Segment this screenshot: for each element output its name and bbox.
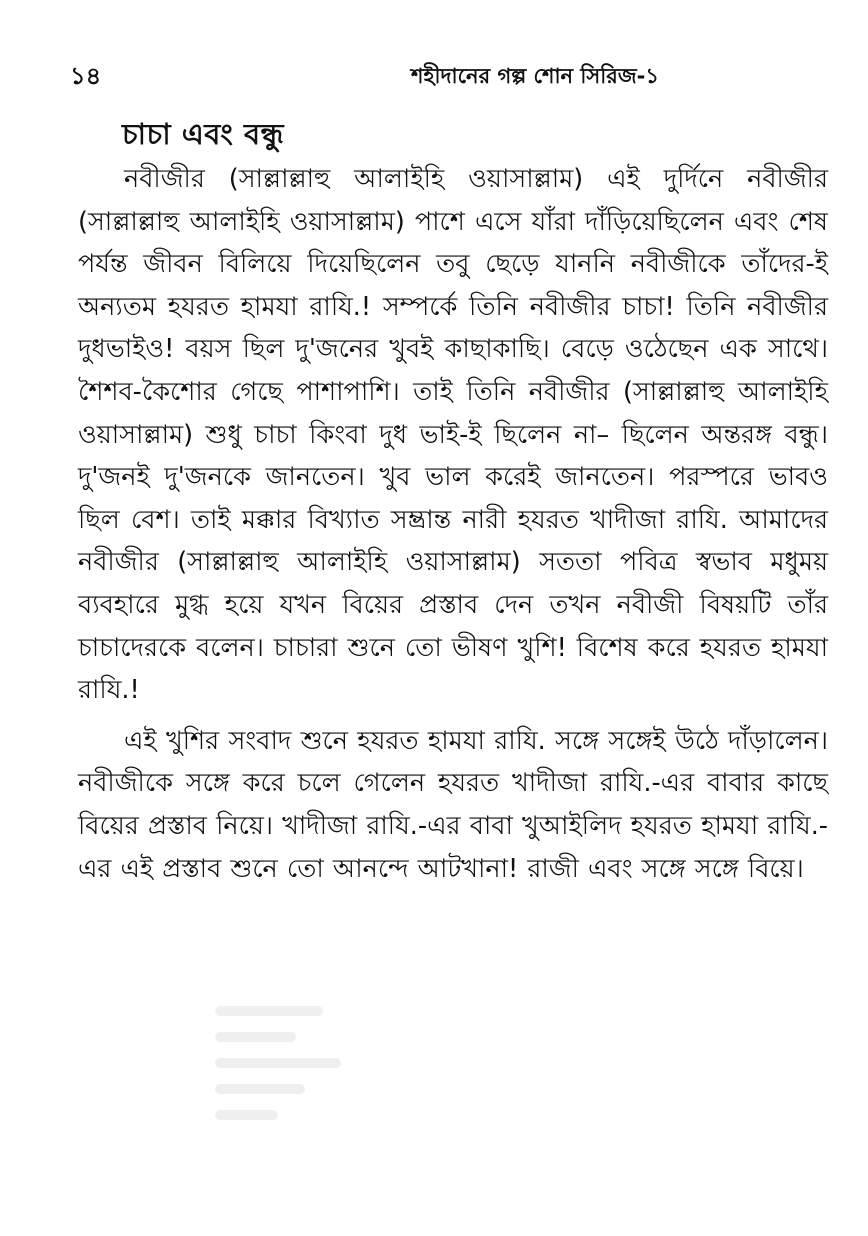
running-header <box>70 58 830 92</box>
paragraph-2: এই খুশির সংবাদ শুনে হযরত হামযা রাযি. সঙ্গে সঙ্গেই উঠে দাঁড়ালেন। নবীজীকে সঙ্গে করে চলে গেলেন হযরত খাদীজা রাযি.-এর বাবার কাছে বিয়ের প্রস্তাব নিয়ে। খাদীজা রাযি.-এর বাবা খুআইলিদ হযরত হামযা রাযি.-এর এই প্রস্তাব শুনে তো আনন্দে আটখানা! রাজী এবং সঙ্গে সঙ্গে বিয়ে। <box>78 725 828 884</box>
page-number: ১৪ <box>70 62 102 90</box>
series-title: শহীদানের গল্প শোন সিরিজ-১ <box>411 64 659 88</box>
show-through-marks <box>215 990 395 1180</box>
paragraph-1: নবীজীর (সাল্লাল্লাহু আলাইহি ওয়াসাল্লাম) এই দুর্দিনে নবীজীর (সাল্লাল্লাহু আলাইহি ওয়াসাল্লাম) পাশে এসে যাঁরা দাঁড়িয়েছিলেন এবং শেষ পর্যন্ত জীবন বিলিয়ে দিয়েছিলেন তবু ছেড়ে যাননি নবীজীকে তাঁদের-ই অন্যতম হযরত হামযা রাযি.! সম্পর্কে তিনি নবীজীর চাচা! তিনি নবীজীর দুধভাইও! বয়স ছিল দু'জনের খুবই কাছাকাছি। বেড়ে ওঠেছেন এক সাথে। শৈশব-কৈশোর গেছে পাশাপাশি। তাই তিনি নবীজীর (সাল্লাল্লাহু আলাইহি ওয়াসাল্লাম) শুধু চাচা কিংবা দুধ ভাই-ই ছিলেন না– ছিলেন অন্তরঙ্গ বন্ধু। দু'জনই দু'জনকে জানতেন। খুব ভাল করেই জানতেন। পরস্পরে ভাবও ছিল বেশ। তাই মক্কার বিখ্যাত সম্ভ্রান্ত নারী হযরত খাদীজা রাযি. আমাদের নবীজীর (সাল্লাল্লাহু আলাইহি ওয়াসাল্লাম) সততা পবিত্র স্বভাব মধুময় ব্যবহারে মুগ্ধ হয়ে যখন বিয়ের প্রস্তাব দেন তখন নবীজী বিষয়টি তাঁর চাচাদেরকে বলেন। চাচারা শুনে তো ভীষণ খুশি! বিশেষ করে হযরত হামযা রাযি.! <box>78 164 828 706</box>
section-heading: চাচা এবং বন্ধু <box>122 117 285 151</box>
body-text <box>78 158 828 890</box>
